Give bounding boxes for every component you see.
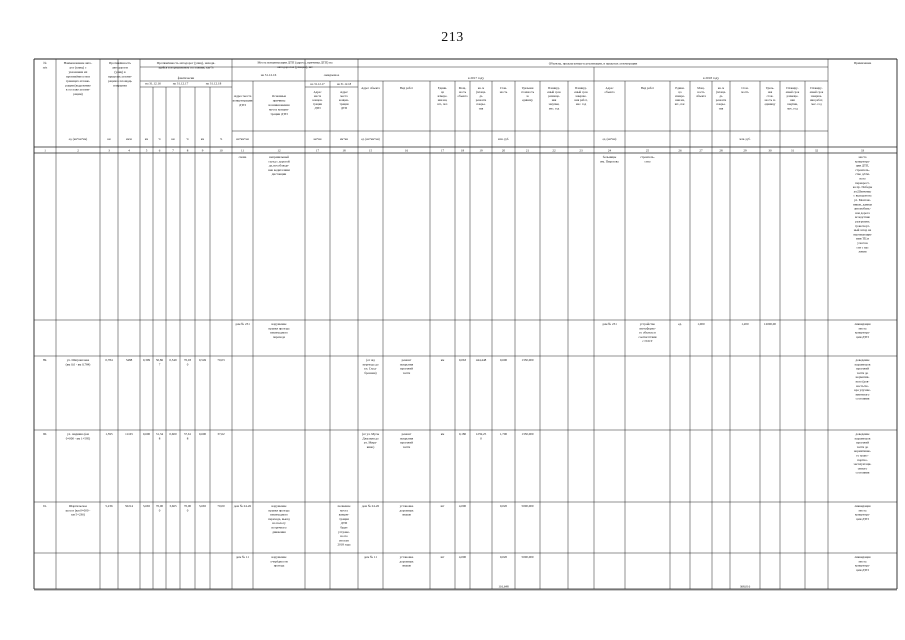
- cell-acc-addr: схема: [238, 155, 247, 159]
- cell-obj17-area: 1259,25 0: [475, 432, 487, 441]
- cell-obj17-addr: (от жд переезда до ул. Сход-бронная): [362, 358, 379, 375]
- header-obj-col: Вид работ: [399, 86, 414, 90]
- cell-obj17-unit: км: [440, 432, 445, 436]
- header-accidents: Места концентрации ДТП (адреса, причины ДТП) на автодорогах (улицах), шт: [257, 60, 333, 69]
- cell-acc-cause: нарушение правил проезда пешеходного перехода, выезд на полосу встречного движения: [268, 504, 290, 534]
- col-number: 15: [368, 148, 373, 153]
- header-obj-col: Планиру-емый срок заверше-ния работ, мес. год: [574, 86, 588, 107]
- col-number: 3: [108, 148, 110, 153]
- cell-obj18-unit: ед.: [678, 322, 682, 326]
- cell-obj17-cost: 0,020: [499, 504, 508, 508]
- header-unit: ед. (км+км+км): [68, 138, 88, 141]
- cell-n18: 3,665: [198, 504, 207, 508]
- page-number: 213: [441, 30, 464, 45]
- cell-obj17-unitcost: 1350,000: [521, 358, 534, 362]
- cell-num: 91.: [43, 504, 47, 508]
- header-obj-col: Едини-ца измере-ния км, шт., пог.: [437, 86, 448, 107]
- cell-n18: 0,600: [198, 432, 207, 436]
- cell-name: Шаргильское шоссе (км 0+000 -км 5+236): [65, 504, 91, 517]
- cell-acc-addr: дом № 231: [235, 322, 250, 326]
- cell-obj17-addr: дом № 11: [364, 555, 377, 559]
- col-number: 12: [277, 148, 281, 153]
- col-number: 32: [814, 148, 819, 153]
- cell-obj17-cost: 0,020: [499, 555, 508, 559]
- cell-acc18: полнение места концен-трации ДТП будет устране-но по итогам 2018 года: [337, 504, 351, 547]
- cell-note: места концентра-ции ДТП, строитель-ство д/Ом-ного перекрест-ка пр. Победы ул.Шевченко с выходом на ул. Монтаж-ников, данная автомобиль-ная дорога вследствие разгрузить транспорт-ный затор на выезжающие ими ТЦ и участок сти с нас ления: [852, 155, 873, 254]
- header-obj-col: Мощ-ность объекта: [696, 86, 706, 99]
- col-number: 19: [479, 148, 483, 153]
- col-number: 20: [501, 148, 506, 153]
- cell-acc-cause: нарушение правил проезда пешеходного перехода: [268, 322, 290, 339]
- header-unit: км+км: [340, 138, 348, 141]
- cell-note: ликвидация места концентра-ции ДТП: [854, 504, 871, 521]
- header-unit: км/м: [126, 138, 132, 141]
- cell-n16: 0,600: [142, 432, 151, 436]
- cell-n17: 3,665: [169, 504, 177, 508]
- cell-p17: 70,03 0: [183, 358, 192, 367]
- cell-obj17-power: 4,000: [458, 555, 467, 559]
- col-number: 6: [158, 148, 161, 153]
- cell-obj18-addr: больницы им. Пирогова: [600, 155, 619, 164]
- cell-p16: 70,00 0: [155, 504, 164, 513]
- cell-p16: 31,34 8: [155, 432, 164, 441]
- header-acc-addr: Адрес места концентрации ДТП: [232, 94, 253, 107]
- cell-n16: 0,399: [142, 358, 151, 362]
- col-number: 16: [404, 148, 409, 153]
- cell-obj17-area: 444,448: [475, 358, 487, 362]
- col-number: 30: [768, 148, 772, 153]
- header-unit: км: [107, 138, 111, 141]
- cell-obj17-unitcost: 5000,000: [521, 555, 534, 559]
- header-unit: км: [144, 138, 149, 141]
- col-number: 2: [77, 148, 79, 153]
- cell-p18: 70,00: [217, 504, 225, 508]
- header-objects: Объекты, предлагаемые к реализации, в пределах агломерации: [548, 61, 638, 66]
- col-number: 28: [719, 148, 723, 153]
- col-number: 25: [645, 148, 650, 153]
- header-obj-col: кв. м (площа-дь ремонта покры-тия: [475, 86, 487, 111]
- col-number: 18: [342, 148, 346, 153]
- cell-p17: 70,00 0: [183, 504, 192, 513]
- cell-num: 90.: [43, 432, 47, 436]
- header-obj-col: Адрес объекта: [361, 86, 380, 90]
- cell-n17: 0,600: [169, 432, 177, 436]
- header-normative: Протяжённость автодорог (улиц), находя-щейся в нормативном состоянии, км/%: [156, 61, 216, 70]
- header-unit: ед. (км+км+км): [361, 138, 380, 141]
- cell-acc-addr: дом № 11: [236, 555, 249, 559]
- header-num: № п/п: [42, 61, 48, 70]
- col-number: 24: [607, 148, 612, 153]
- col-number: 31: [790, 148, 795, 153]
- cell-obj17-work: установка дорожных знаков: [399, 555, 414, 568]
- cell-obj17-power: 0,180: [458, 432, 467, 436]
- cell-p18: 37,62: [217, 432, 225, 436]
- cell-acc-addr: дом № 24-26: [233, 504, 252, 508]
- cell-obj17-unit: шт: [440, 555, 445, 559]
- header-acc-addr: Адрес места концен-трации ДТП: [339, 90, 349, 111]
- cell-obj17-power: 4,000: [458, 504, 467, 508]
- cell-note: ликвидация места концентра-ции ДТП: [854, 322, 871, 339]
- header-unit: млн. руб.: [739, 138, 751, 141]
- header-unit: %: [186, 138, 189, 141]
- total-2017: 116,648: [498, 584, 509, 589]
- col-number: 9: [201, 148, 204, 153]
- header-unit: км: [171, 138, 175, 141]
- cell-obj17-unit: км: [440, 358, 445, 362]
- header-acc-addr: Адрес места концен-трации ДТП: [312, 90, 323, 111]
- cell-obj17-addr: (от ул. Мусы Джалиля до ул. Мира-кино): [361, 432, 380, 449]
- cell-obj17-cost: 1,700: [499, 432, 508, 436]
- col-number: 17: [315, 148, 320, 153]
- cell-num: 89.: [43, 358, 47, 362]
- header-unit: %: [158, 138, 161, 141]
- col-number: 1: [44, 148, 46, 153]
- cell-obj18-addr: дом № 231: [602, 322, 617, 326]
- cell-len1: 1,595: [105, 432, 113, 436]
- cell-note: доведение параметров проезжей части до норматив-ного (ров-ность/по-кра улучше-ния-нного состояния: [854, 358, 871, 401]
- header-obj-col: Удель-ная стои-мость за единицу: [764, 86, 776, 107]
- cell-note: доведение параметров проезжей части до нормативно-го транс-портно-эксплуатаци-онного состояния: [853, 432, 872, 475]
- cell-obj17-power: 0,063: [458, 358, 467, 362]
- header-unit: ед. (км+км): [602, 138, 617, 141]
- header-obj-col: кв. м (площа-дь ремонта покры-тия: [715, 86, 727, 111]
- header-obj-col: Адрес объекта: [604, 86, 615, 95]
- header-road-name: Наименование авто-рог (улиц) с указанием их протяжённости в границах агломе-рации (выделение в составе агломе-рации): [63, 61, 93, 97]
- header-length: Протяжённость автодороги (улиц) в пределах агломе-рации в площадь покрытия: [107, 61, 133, 88]
- header-unit: км: [200, 138, 205, 141]
- header-year-2017: в 2017 году: [468, 76, 484, 80]
- cell-len2: 11165: [125, 432, 133, 436]
- header-acc-causes: Основные причины возникновения места концен-трации ДТП: [268, 94, 290, 116]
- cell-obj18-work: строитель-ство: [640, 155, 655, 164]
- cell-p18: 70,03: [217, 358, 225, 362]
- header-date: на 31.12.18: [205, 81, 222, 86]
- cell-obj17-cost: 0,600: [499, 358, 508, 362]
- cell-obj18-work: устройство светофорно-го объекта в соответствии с ГОСТ: [638, 322, 657, 344]
- cell-acc-cause: неправильный съезд с дорогой ду, несоблюде-ние водителями дистанции: [268, 155, 290, 177]
- header-unit: км+км+км: [236, 138, 249, 141]
- cell-n18: 0,549: [198, 358, 207, 362]
- col-number: 17: [440, 148, 445, 153]
- cell-obj17-work: установка дорожных знаков: [399, 504, 414, 517]
- cell-len1: 0,784: [105, 358, 113, 362]
- header-date: на 31.12.16: [145, 81, 161, 86]
- col-number: 4: [128, 148, 130, 153]
- col-number: 27: [699, 148, 703, 153]
- cell-obj18-cost: 1,200: [741, 322, 749, 326]
- header-date: на 31.12.17: [172, 81, 189, 86]
- cell-len1: 5,236: [105, 504, 113, 508]
- cell-obj18-power: 1,000: [697, 322, 705, 326]
- header-acc-date: на 31.12.17: [310, 82, 325, 86]
- cell-n16: 3,665: [142, 504, 151, 508]
- header-acc-date: на 31.12.18: [336, 82, 352, 86]
- header-obj-col: Планиру-емый срок размеще-ния закупки, мес. год: [785, 86, 800, 111]
- cell-note: ликвидация места концентра-ции ДТП: [854, 555, 871, 572]
- header-acc-date: на 31.12.16: [260, 73, 277, 77]
- cell-obj17-work: ремонт покрытия проезжей части: [399, 432, 414, 449]
- cell-p17: 37,61 8: [183, 432, 192, 441]
- header-obj-col: Стои-мость: [741, 86, 749, 95]
- cell-len2: 5488: [125, 358, 133, 362]
- cell-obj17-unit: шт: [440, 504, 445, 508]
- header-obj-col: Вид работ: [640, 86, 655, 90]
- header-unit: км+км: [313, 138, 322, 141]
- cell-obj17-work: ремонт покрытия проезжей части: [399, 358, 414, 375]
- col-number: 26: [678, 148, 682, 153]
- header-year-2018: в 2018 году: [703, 76, 719, 80]
- header-note: Примечание: [853, 61, 872, 65]
- col-number: 11: [240, 148, 245, 153]
- cell-name: ул. Шагрангаева (км 0,0 - км 0,784): [65, 358, 91, 367]
- header-unit: %: [219, 138, 223, 141]
- header-obj-col: Планиру-емый срок заверше-ния работ, мес. год: [809, 86, 824, 107]
- cell-obj17-unitcost: 5000,000: [521, 504, 534, 508]
- total-2018: 368,016: [739, 584, 751, 589]
- header-unit: млн. руб.: [498, 138, 509, 141]
- cell-n17: 0,549: [169, 358, 177, 362]
- col-number: 10: [219, 148, 223, 153]
- header-acc-expected: ожидаемое: [323, 73, 340, 77]
- header-obj-col: Удельная стоимость за единицу: [520, 86, 535, 103]
- cell-obj18-unitcost: 12000,00: [764, 322, 776, 326]
- cell-obj17-addr: дом № 24-26: [361, 504, 380, 508]
- cell-acc-cause: нарушение очерёдности проезда: [270, 555, 288, 568]
- col-number: 33: [860, 148, 865, 153]
- col-number: 23: [579, 148, 583, 153]
- header-obj-col: Мощ-ность объекта: [457, 86, 468, 99]
- col-number: 18: [460, 148, 465, 153]
- header-obj-col: Едини-ца измере-ния км, шт., пог.: [674, 86, 686, 107]
- cell-p16: 50,86 7: [155, 358, 164, 367]
- cell-obj17-unitcost: 1350,000: [521, 432, 534, 436]
- col-number: 21: [525, 148, 530, 153]
- col-number: 29: [743, 148, 747, 153]
- col-number: 7: [172, 148, 174, 153]
- cell-len2: 50214: [125, 504, 133, 508]
- cell-name: ул. Авдияна (км 0+000 - км 1+595): [65, 432, 91, 441]
- header-obj-col: Стои-мость: [499, 86, 508, 95]
- header-obj-col: Планиру-емый срок размеще-ния закупки, мес. год: [547, 86, 561, 111]
- col-number: 8: [186, 148, 189, 153]
- col-number: 5: [145, 148, 148, 153]
- col-number: 22: [552, 148, 556, 153]
- header-fact: фактически: [177, 76, 195, 80]
